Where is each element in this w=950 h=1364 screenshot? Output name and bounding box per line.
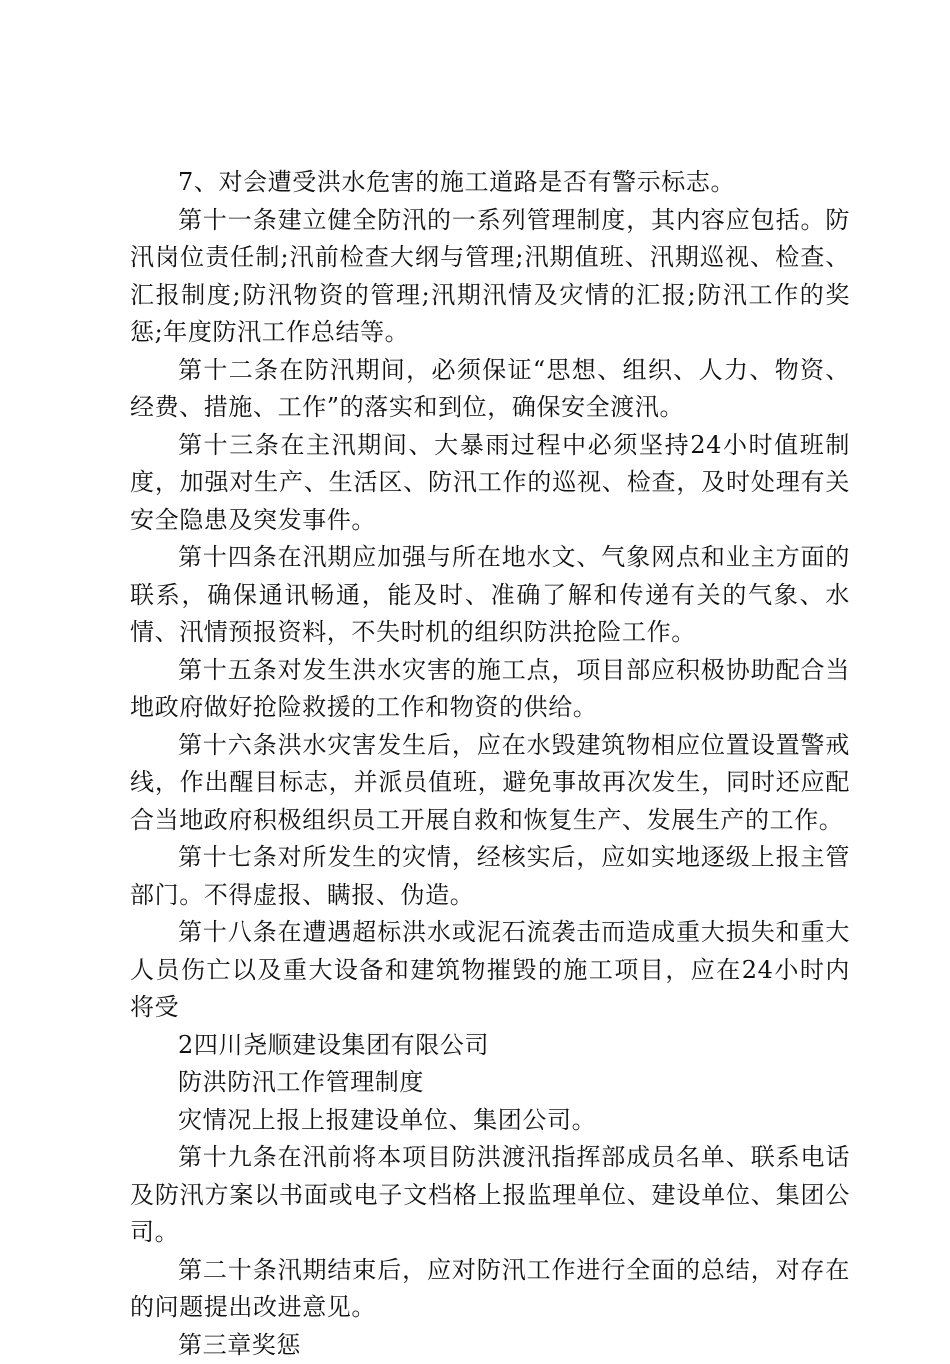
article-18-continuation: 灾情况上报上报建设单位、集团公司。 <box>130 1102 850 1140</box>
chapter-3-heading: 第三章奖惩 <box>130 1327 850 1364</box>
document-page <box>130 164 850 1364</box>
article-12-paragraph: 第十二条在防汛期间，必须保证“思想、组织、人力、物资、经费、措施、工作”的落实和到位，确保安全渡汛。 <box>130 352 850 427</box>
article-20-paragraph: 第二十条汛期结束后，应对防汛工作进行全面的总结，对存在的问题提出改进意见。 <box>130 1252 850 1327</box>
page-header-title: 防洪防汛工作管理制度 <box>130 1064 850 1102</box>
page-footer-company: 2四川尧顺建设集团有限公司 <box>130 1027 850 1065</box>
article-15-paragraph: 第十五条对发生洪水灾害的施工点，项目部应积极协助配合当地政府做好抢险救援的工作和物资的供给。 <box>130 652 850 727</box>
paragraph-item-7: 7、对会遭受洪水危害的施工道路是否有警示标志。 <box>130 164 850 202</box>
article-14-paragraph: 第十四条在汛期应加强与所在地水文、气象网点和业主方面的联系，确保通讯畅通，能及时、准确了解和传递有关的气象、水情、汛情预报资料，不失时机的组织防洪抢险工作。 <box>130 539 850 652</box>
article-17-paragraph: 第十七条对所发生的灾情，经核实后，应如实地逐级上报主管部门。不得虚报、瞒报、伪造。 <box>130 839 850 914</box>
article-19-paragraph: 第十九条在汛前将本项目防洪渡汛指挥部成员名单、联系电话及防汛方案以书面或电子文档格上报监理单位、建设单位、集团公司。 <box>130 1139 850 1252</box>
article-16-paragraph: 第十六条洪水灾害发生后，应在水毁建筑物相应位置设置警戒线，作出醒目标志，并派员值班，避免事故再次发生，同时还应配合当地政府积极组织员工开展自救和恢复生产、发展生产的工作。 <box>130 727 850 840</box>
article-18-paragraph: 第十八条在遭遇超标洪水或泥石流袭击而造成重大损失和重大人员伤亡以及重大设备和建筑物摧毁的施工项目，应在24小时内将受 <box>130 914 850 1027</box>
article-13-paragraph: 第十三条在主汛期间、大暴雨过程中必须坚持24小时值班制度，加强对生产、生活区、防汛工作的巡视、检查，及时处理有关安全隐患及突发事件。 <box>130 427 850 540</box>
article-11-paragraph: 第十一条建立健全防汛的一系列管理制度，其内容应包括。防汛岗位责任制;汛前检查大纲与管理;汛期值班、汛期巡视、检查、汇报制度;防汛物资的管理;汛期汛情及灾情的汇报;防汛工作的奖惩;年度防汛工作总结等。 <box>130 202 850 352</box>
